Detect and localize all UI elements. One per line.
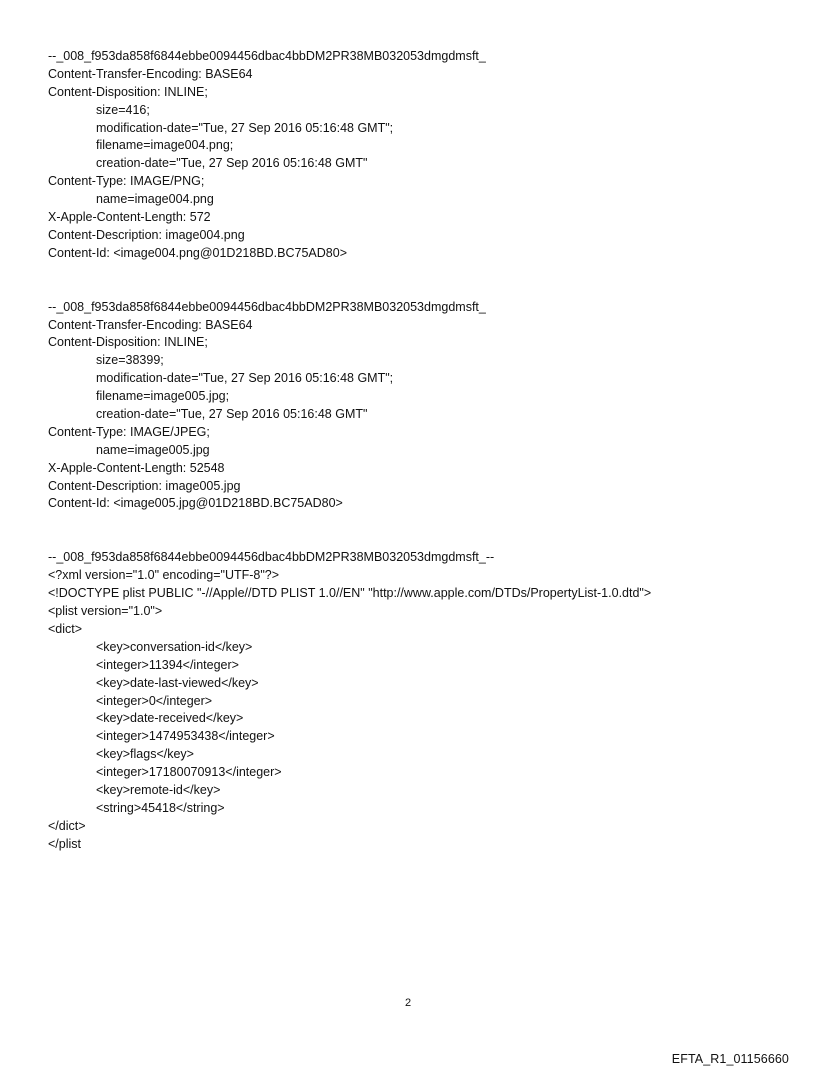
document-line: --_008_f953da858f6844ebbe0094456dbac4bbDM2PR38MB032053dmgdmsft_ <box>48 299 486 314</box>
document-line: Content-Id: <image005.jpg@01D218BD.BC75AD80> <box>48 496 343 511</box>
document-line: <?xml version="1.0" encoding="UTF-8"?> <box>48 568 280 583</box>
document-line: <!DOCTYPE plist PUBLIC "-//Apple//DTD PLIST 1.0//EN" "http://www.apple.com/DTDs/PropertyList-1.0.dtd"> <box>48 586 652 601</box>
document-body <box>48 48 798 854</box>
page-number: 2 <box>404 997 412 1009</box>
document-line: X-Apple-Content-Length: 572 <box>48 210 211 225</box>
document-line: --_008_f953da858f6844ebbe0094456dbac4bbDM2PR38MB032053dmgdmsft_ <box>48 49 486 63</box>
document-line: <integer>17180070913</integer> <box>96 765 282 780</box>
document-line: Content-Transfer-Encoding: BASE64 <box>48 66 253 81</box>
document-line: --_008_f953da858f6844ebbe0094456dbac4bbDM2PR38MB032053dmgdmsft_-- <box>48 550 495 565</box>
document-line: Content-Type: IMAGE/PNG; <box>48 174 205 189</box>
block-gap <box>48 263 798 299</box>
document-line: <dict> <box>48 621 83 636</box>
document-line: <integer>0</integer> <box>96 693 213 708</box>
document-line: creation-date="Tue, 27 Sep 2016 05:16:48 GMT" <box>96 156 368 171</box>
document-line: <key>remote-id</key> <box>96 782 221 797</box>
document-line: <integer>11394</integer> <box>96 657 239 672</box>
document-line: <key>date-last-viewed</key> <box>96 675 259 690</box>
document-line: name=image005.jpg <box>96 442 210 457</box>
document-line: <key>date-received</key> <box>96 711 244 726</box>
mime-block <box>48 549 798 853</box>
document-line: modification-date="Tue, 27 Sep 2016 05:16:48 GMT"; <box>96 120 394 135</box>
document-line: filename=image005.jpg; <box>96 389 230 404</box>
document-line: <plist version="1.0"> <box>48 604 163 619</box>
document-line: </dict> <box>48 818 86 833</box>
document-line: <key>flags</key> <box>96 747 194 762</box>
document-line: name=image004.png <box>96 192 214 207</box>
block-gap <box>48 513 798 549</box>
document-line: Content-Disposition: INLINE; <box>48 84 208 99</box>
document-line: </plist <box>48 836 82 851</box>
mime-block <box>48 48 798 263</box>
bates-number: EFTA_R1_01156660 <box>671 1052 789 1066</box>
document-line: Content-Description: image005.jpg <box>48 478 241 493</box>
document-line: size=38399; <box>96 353 164 368</box>
document-line: Content-Disposition: INLINE; <box>48 335 208 350</box>
document-line: Content-Description: image004.png <box>48 227 245 242</box>
document-line: <key>conversation-id</key> <box>96 639 253 654</box>
document-line: <integer>1474953438</integer> <box>96 729 275 744</box>
document-line: creation-date="Tue, 27 Sep 2016 05:16:48 GMT" <box>96 407 368 422</box>
document-line: filename=image004.png; <box>96 138 234 153</box>
document-line: modification-date="Tue, 27 Sep 2016 05:16:48 GMT"; <box>96 371 394 386</box>
document-line: X-Apple-Content-Length: 52548 <box>48 460 225 475</box>
mime-block <box>48 299 798 514</box>
document-line: Content-Transfer-Encoding: BASE64 <box>48 317 253 332</box>
document-line: size=416; <box>96 102 150 117</box>
document-line: Content-Type: IMAGE/JPEG; <box>48 424 210 439</box>
document-line: <string>45418</string> <box>96 800 225 815</box>
document-line: Content-Id: <image004.png@01D218BD.BC75AD80> <box>48 245 347 260</box>
